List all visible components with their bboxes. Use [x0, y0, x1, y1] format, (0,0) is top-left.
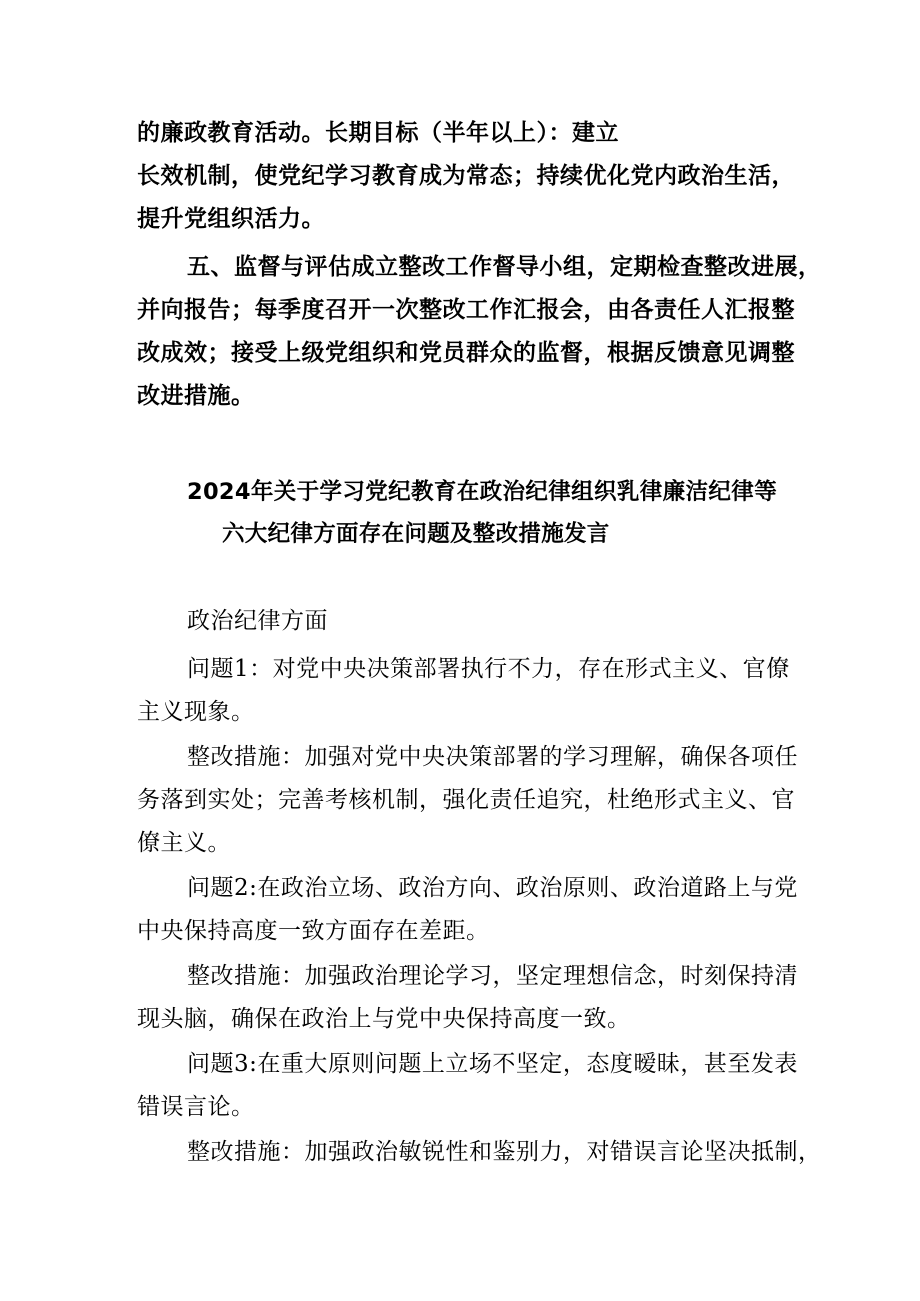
problem-2-line: 中央保持高度一致方面存在差距。: [137, 918, 490, 944]
document-title-line-2: 六大纪律方面存在问题及整改措施发言: [222, 521, 610, 547]
paragraph-line: 长效机制，使党纪学习教育成为常态；持续优化党内政治生活，: [137, 163, 795, 189]
measure-3-line: 整改措施：加强政治敏锐性和鉴别力，对错误言论坚决抵制，: [187, 1139, 822, 1165]
document-title-line-1: 2024年关于学习党纪教育在政治纪律组织乳律廉洁纪律等: [187, 479, 777, 505]
measure-2-line: 现头脑，确保在政治上与党中央保持高度一致。: [137, 1006, 631, 1032]
measure-1-line: 僚主义。: [137, 830, 231, 856]
paragraph-line: 改成效；接受上级党组织和党员群众的监督，根据反馈意见调整: [137, 340, 795, 366]
measure-2-line: 整改措施：加强政治理论学习，坚定理想信念，时刻保持清: [187, 963, 798, 989]
paragraph-line: 提升党组织活力。: [137, 206, 325, 232]
problem-1-line: 主义现象。: [137, 699, 255, 725]
problem-1-line: 问题1：对党中央决策部署执行不力，存在形式主义、官僚: [187, 656, 790, 682]
problem-2-line: 问题2:在政治立场、政治方向、政治原则、政治道路上与党: [187, 875, 798, 901]
problem-3-line: 问题3:在重大原则问题上立场不坚定，态度暧昧，甚至发表: [187, 1051, 798, 1077]
measure-1-line: 整改措施：加强对党中央决策部署的学习理解，确保各项任: [187, 744, 798, 770]
paragraph-line: 改进措施。: [137, 383, 255, 409]
section-heading-political: 政治纪律方面: [187, 608, 328, 634]
paragraph-line: 的廉政教育活动。长期目标（半年以上）：建立: [137, 120, 619, 146]
measure-1-line: 务落到实处；完善考核机制，强化责任追究，杜绝形式主义、官: [137, 787, 795, 813]
paragraph-line: 并向报告；每季度召开一次整改工作汇报会，由各责任人汇报整: [137, 297, 795, 323]
section-five-heading-line: 五、监督与评估成立整改工作督导小组，定期检查整改进展，: [187, 254, 822, 280]
problem-3-line: 错误言论。: [137, 1094, 255, 1120]
